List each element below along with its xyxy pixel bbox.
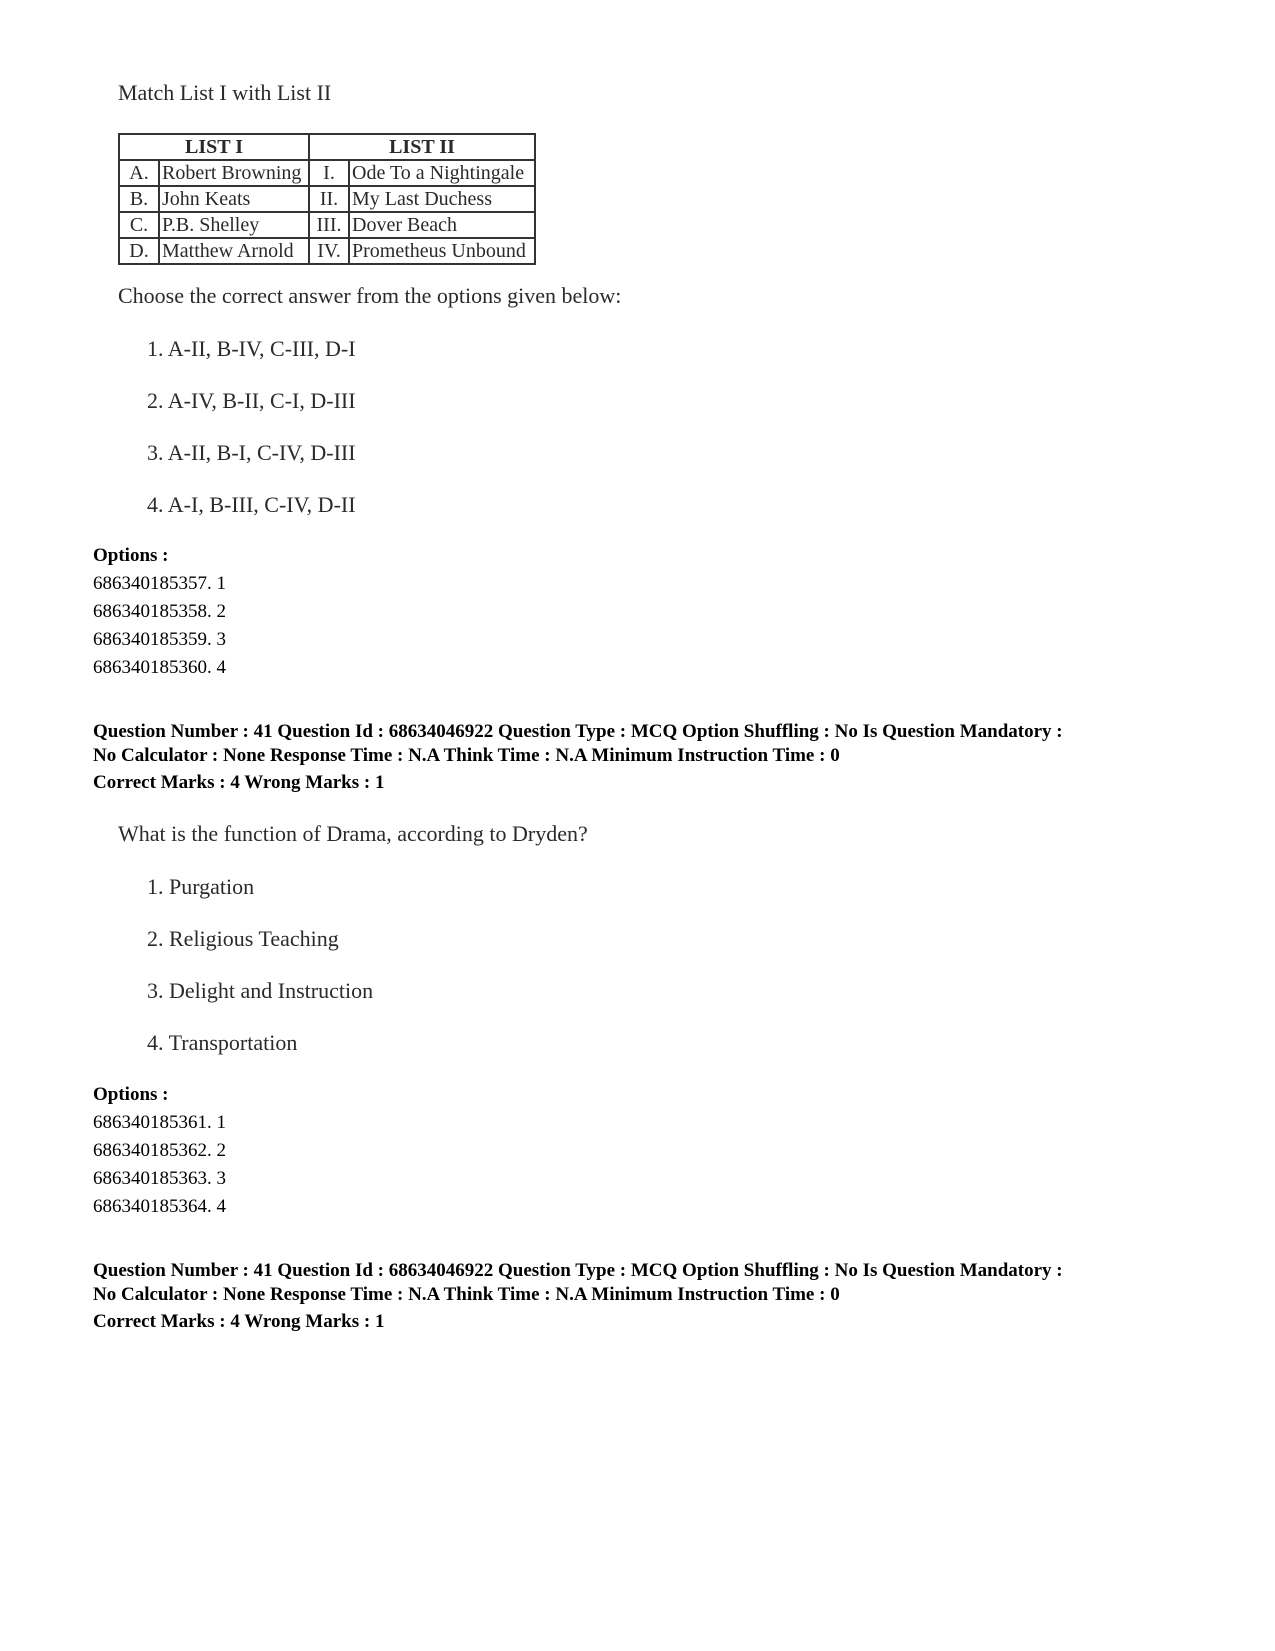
marks-line: Correct Marks : 4 Wrong Marks : 1 (93, 1311, 385, 1332)
choice-2: 2. Religious Teaching (147, 926, 339, 951)
question-meta-line2: No Calculator : None Response Time : N.A Think Time : N.A Minimum Instruction Time : 0 (93, 1284, 840, 1305)
question-text: What is the function of Drama, according to Dryden? (118, 821, 588, 846)
option-id: 686340185364. 4 (93, 1196, 226, 1217)
row-letter: B. (119, 186, 159, 212)
row-roman: I. (309, 160, 349, 186)
option-id: 686340185360. 4 (93, 657, 226, 678)
marks-line: Correct Marks : 4 Wrong Marks : 1 (93, 772, 385, 793)
poem-title: Dover Beach (349, 212, 535, 238)
option-id: 686340185357. 1 (93, 573, 226, 594)
question-meta-line1: Question Number : 41 Question Id : 68634046922 Question Type : MCQ Option Shuffling : No Is Question Mandatory : (93, 721, 1063, 742)
question-intro: Match List I with List II (118, 80, 332, 105)
choose-instruction: Choose the correct answer from the options given below: (118, 283, 622, 308)
list1-header: LIST I (119, 134, 309, 160)
question-meta (93, 1259, 1213, 1307)
poet-name: Matthew Arnold (159, 238, 309, 264)
option-id: 686340185363. 3 (93, 1168, 226, 1189)
question-meta-line2: No Calculator : None Response Time : N.A Think Time : N.A Minimum Instruction Time : 0 (93, 745, 840, 766)
row-letter: A. (119, 160, 159, 186)
table-row (119, 238, 535, 264)
choice-4: 4. Transportation (147, 1030, 298, 1055)
options-label: Options : (93, 545, 169, 566)
match-table (118, 133, 536, 265)
table-row (119, 186, 535, 212)
row-roman: IV. (309, 238, 349, 264)
poet-name: Robert Browning (159, 160, 309, 186)
options-label: Options : (93, 1084, 169, 1105)
table-row (119, 160, 535, 186)
table-row (119, 212, 535, 238)
option-id: 686340185362. 2 (93, 1140, 226, 1161)
poet-name: P.B. Shelley (159, 212, 309, 238)
poem-title: My Last Duchess (349, 186, 535, 212)
option-id: 686340185358. 2 (93, 601, 226, 622)
choice-4: 4. A-I, B-III, C-IV, D-II (147, 492, 356, 517)
row-letter: C. (119, 212, 159, 238)
list2-header: LIST II (309, 134, 535, 160)
choice-1: 1. A-II, B-IV, C-III, D-I (147, 336, 356, 361)
row-roman: III. (309, 212, 349, 238)
question-meta (93, 720, 1213, 768)
option-id: 686340185361. 1 (93, 1112, 226, 1133)
match-table-header (119, 134, 535, 160)
poem-title: Prometheus Unbound (349, 238, 535, 264)
question-meta-line1: Question Number : 41 Question Id : 68634046922 Question Type : MCQ Option Shuffling : No Is Question Mandatory : (93, 1260, 1063, 1281)
choice-2: 2. A-IV, B-II, C-I, D-III (147, 388, 356, 413)
poem-title: Ode To a Nightingale (349, 160, 535, 186)
option-id: 686340185359. 3 (93, 629, 226, 650)
poet-name: John Keats (159, 186, 309, 212)
row-roman: II. (309, 186, 349, 212)
choice-3: 3. Delight and Instruction (147, 978, 374, 1003)
choice-3: 3. A-II, B-I, C-IV, D-III (147, 440, 356, 465)
choice-1: 1. Purgation (147, 874, 255, 899)
row-letter: D. (119, 238, 159, 264)
